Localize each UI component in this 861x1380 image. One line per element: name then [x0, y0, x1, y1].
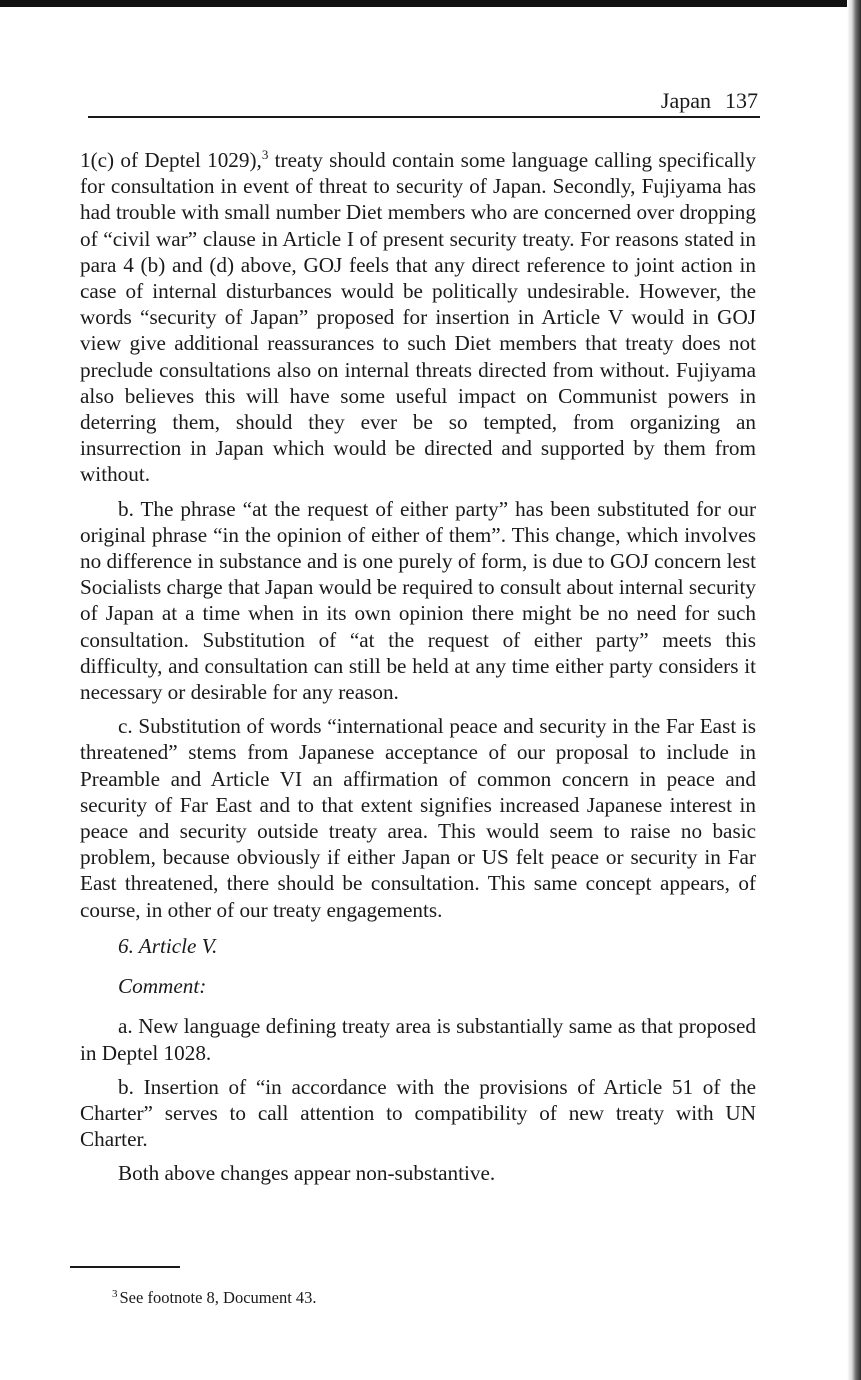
page-binding-edge — [847, 0, 861, 1380]
footnote-text: See footnote 8, Document 43. — [119, 1288, 317, 1307]
paragraph-c: c. Substitution of words “international peace and security in the Far East is threatened” stems from Japanese acceptance of our proposal to include in Preamble and Article VI an affirmation of common concern in peace and security of Far East and to that extent signifies increased Japanese interest in peace and security outside treaty area. This would seem to raise no basic problem, because obviously if either Japan or US felt peace or security in Far East threatened, there should be consultation. This same concept appears, of course, in other of our treaty engagements. — [80, 714, 756, 922]
section-heading: 6. Article V. — [118, 933, 218, 958]
footnote-marker: 3 — [112, 1288, 118, 1300]
paragraph-b: b. The phrase “at the request of either party” has been substituted for our original phrase “in the opinion of either of them”. This change, which involves no difference in substance and is one purely of form, is due to GOJ concern lest Socialists charge that Japan would be required to consult about internal security of Japan at a time when in its own opinion there might be no need for such consultation. Substitution of “at the request of either party” meets this difficulty, and consultation can still be held at any time either party considers it necessary or desirable for any reason. — [80, 496, 756, 705]
page-top-edge — [0, 0, 861, 7]
paragraph-continued-rest: treaty should contain some language calling specifically for consultation in event of threat to security of Japan. Secondly, Fujiyama has had trouble with small number Diet members who are concerned over dropping of “civil war” clause in Article I of present security treaty. For reasons stated in para 4 (b) and (d) above, GOJ feels that any direct reference to joint action in case of internal disturbances would be politically undesirable. However, the words “security of Japan” proposed for insertion in Article V would in GOJ view give additional reassurances to such Diet members that treaty does not preclude consultations also on internal threats directed from without. Fujiyama also believes this will have some useful impact on Communist powers in deterring them, should they ever be so tempted, from organizing an insurrection in Japan which would be directed and supported by them from without. — [80, 148, 756, 487]
comment-label: Comment: — [118, 974, 207, 999]
paragraph-continued-start: 1(c) of Deptel 1029), — [80, 148, 262, 172]
page-number: 137 — [725, 88, 758, 113]
running-header — [88, 88, 760, 118]
body-text — [80, 147, 756, 1195]
footnote-divider — [70, 1266, 180, 1268]
header-text — [661, 88, 758, 114]
paragraph-a-article-v: a. New language defining treaty area is substantially same as that proposed in Deptel 1028. — [80, 1014, 756, 1065]
header-title: Japan — [660, 88, 711, 113]
footnote-reference: 3 — [261, 147, 269, 162]
paragraph-continued — [80, 147, 756, 488]
footnote — [112, 1288, 317, 1308]
paragraph-conclusion: Both above changes appear non-substantive. — [118, 1161, 496, 1186]
paragraph-b-article-v: b. Insertion of “in accordance with the provisions of Article 51 of the Charter” serves to call attention to compatibility of new treaty with UN Charter. — [80, 1074, 756, 1152]
